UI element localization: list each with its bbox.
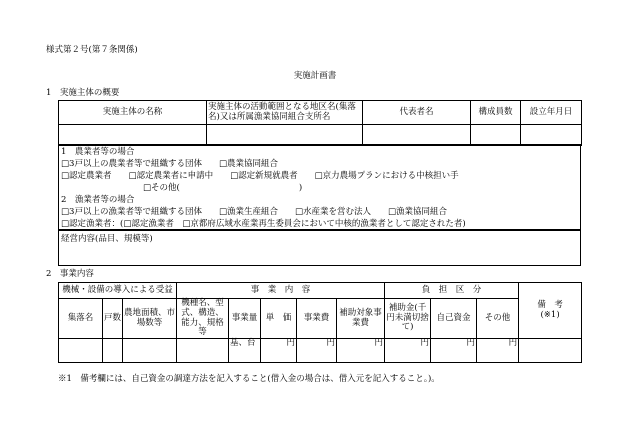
section1-heading: 1 実施主体の概要	[46, 88, 120, 98]
community-name-cell[interactable]	[59, 339, 103, 363]
machinery-benefit-group: 機械・設備の導入による受益	[59, 283, 177, 299]
header-entity-name: 実施主体の名称	[59, 101, 207, 125]
col-households: 戸数	[103, 299, 123, 339]
section2-heading: 2 事業内容	[46, 269, 94, 279]
member-count-cell[interactable]	[471, 125, 521, 146]
quantity-cell[interactable]	[229, 339, 261, 363]
unit-label: 円	[374, 338, 384, 349]
fisher-options-2[interactable]: □認定漁業者：(□認定漁業者 □京都府広域水産業再生委員会において中核的漁業者として認定された者)	[61, 219, 466, 229]
col-machine-type: 機種名、型式、構造、能力、規格等	[177, 299, 229, 339]
farmer-options-1[interactable]: □3戸以上の農業者等で組織する団体 □農業協同組合	[61, 159, 278, 169]
col-other: その他	[477, 299, 519, 339]
unit-label: 円	[466, 338, 476, 349]
own-funds-cell[interactable]	[431, 339, 477, 363]
established-date-cell[interactable]	[521, 125, 582, 146]
farmer-other-option[interactable]: □その他( )	[143, 183, 303, 193]
representative-cell[interactable]	[363, 125, 471, 146]
other-cell[interactable]	[477, 339, 519, 363]
unit-price-cell[interactable]	[261, 339, 297, 363]
col-farmland-area: 農地面積、市場数等	[123, 299, 177, 339]
remarks-cell[interactable]	[519, 339, 582, 363]
classification-box	[58, 144, 581, 230]
entity-name-cell[interactable]	[59, 125, 207, 146]
farmland-area-cell[interactable]	[123, 339, 177, 363]
col-quantity: 事業量	[229, 299, 261, 339]
subsidy-cell[interactable]	[385, 339, 431, 363]
col-project-cost: 事業費	[297, 299, 337, 339]
fisher-heading: 2 漁業者等の場合	[61, 195, 135, 205]
col-own-funds: 自己資金	[431, 299, 477, 339]
farmer-options-2[interactable]: □認定農業者 □認定農業者に申請中 □認定新規就農者 □京力農場プランにおける中核担い手	[61, 171, 459, 181]
farmer-heading: 1 農業者等の場合	[61, 147, 135, 157]
subsidy-target-cost-cell[interactable]	[337, 339, 385, 363]
header-member-count: 構成員数	[471, 101, 521, 125]
section2-table	[58, 282, 582, 363]
col-unit-price: 単 価	[261, 299, 297, 339]
unit-label: 円	[508, 338, 518, 349]
footnote: ※1 備考欄には、自己資金の調達方法を記入すること(借入金の場合は、借入元を記入すること。)。	[58, 374, 440, 384]
business-content-box[interactable]	[58, 230, 581, 266]
form-number: 様式第２号(第７条関係)	[46, 45, 138, 55]
document-title: 実施計画書	[293, 71, 337, 81]
unit-label: 円	[286, 338, 296, 349]
unit-label: 基、台	[230, 338, 256, 349]
header-representative: 代表者名	[363, 101, 471, 125]
unit-label: 円	[420, 338, 430, 349]
business-content-group: 事 業 内 容	[177, 283, 385, 299]
unit-label: 円	[326, 338, 336, 349]
col-subsidy-target-cost: 補助対象事業費	[337, 299, 385, 339]
col-community-name: 集落名	[59, 299, 103, 339]
header-established-date: 設立年月日	[521, 101, 582, 125]
households-cell[interactable]	[103, 339, 123, 363]
col-subsidy: 補助金(千円未満切捨て)	[385, 299, 431, 339]
machine-type-cell[interactable]	[177, 339, 229, 363]
area-name-cell[interactable]	[207, 125, 363, 146]
header-area-name: 実施主体の活動範囲となる地区名(集落名)又は所属漁業協同組合支所名	[207, 101, 363, 125]
remarks-header: 備 考 (※1)	[519, 283, 582, 339]
section1-table	[58, 100, 582, 146]
business-content-label: 経営内容(品目、規模等)	[61, 234, 153, 244]
project-cost-cell[interactable]	[297, 339, 337, 363]
burden-group: 負 担 区 分	[385, 283, 519, 299]
fisher-options-1[interactable]: □3戸以上の漁業者等で組織する団体 □漁業生産組合 □水産業を営む法人 □漁業協同組合	[61, 207, 448, 217]
